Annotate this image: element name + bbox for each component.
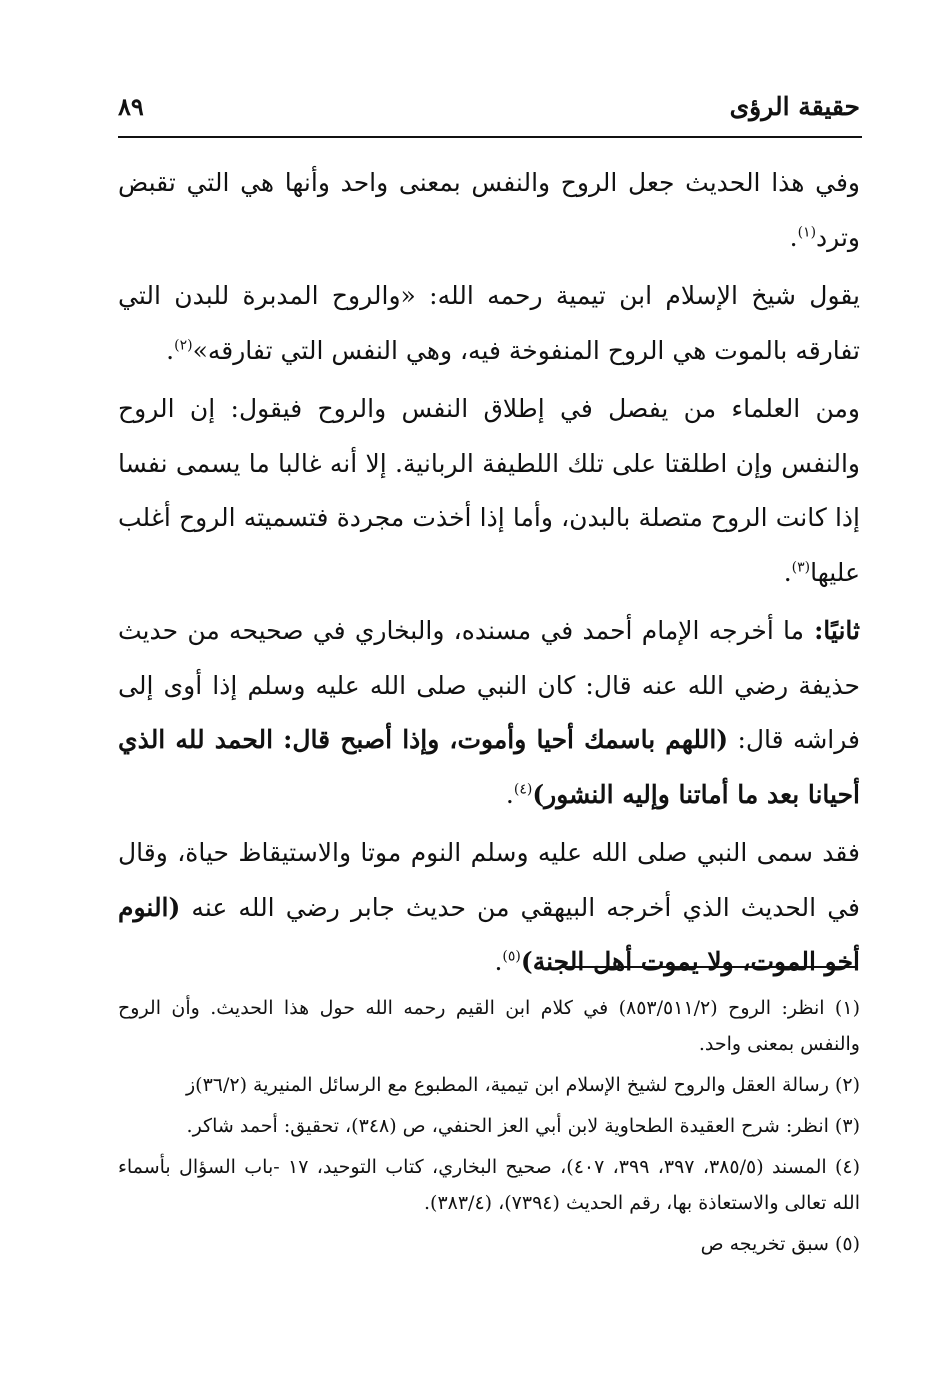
footnote-5: (٥) سبق تخريجه ص (700, 1233, 860, 1255)
footnote-2: (٢) رسالة العقل والروح لشيخ الإسلام ابن تيمية، المطبوع مع الرسائل المنيرية (٣٦/٢)ز (185, 1074, 860, 1096)
main-text (118, 156, 860, 994)
paragraph-1: وفي هذا الحديث جعل الروح والنفس بمعنى واحد وأنها هي التي تقبض وترد$^{(١)}$. (118, 168, 860, 252)
paragraph-3: ومن العلماء من يفصل في إطلاق النفس والروح فيقول: إن الروح والنفس وإن اطلقتا على تلك اللطيفة الربانية. إلا أنه غالبا ما يسمى نفسا إذا كانت الروح متصلة بالبدن، وأما إذا أخذت مجردة فتسميته الروح أغلب عليها$^{(٣)}$. (118, 394, 860, 587)
paragraph-4: ثانيًا: ما أخرجه الإمام أحمد في مسنده، والبخاري في صحيحه من حديث حذيفة رضي الله عنه قال: كان النبي صلى الله عليه وسلم إذا أوى إلى فراشه قال: (اللهم باسمك أحيا وأموت، وإذا أصبح قال: الحمد لله الذي أحيانا بعد ما أماتنا وإليه النشور)$^{(٤)}$. (118, 616, 860, 809)
footnote-3: (٣) انظر: شرح العقيدة الطحاوية لابن أبي العز الحنفي، ص (٣٤٨)، تحقيق: أحمد شاكر. (186, 1115, 860, 1137)
page-number: ٨٩ (118, 92, 144, 121)
footnote-ref-4: (٤) (513, 781, 533, 798)
footnote-ref-2: (٢) (174, 337, 193, 354)
hadith-quote-2: (النوم أخو الموت، ولا يموت أهل الجنة) (118, 892, 860, 976)
footnotes (118, 990, 860, 1267)
footnote-separator (560, 966, 858, 968)
footnote-ref-3: (٣) (791, 559, 811, 576)
header-rule (118, 136, 862, 138)
paragraph-5: فقد سمى النبي صلى الله عليه وسلم النوم موتا والاستيقاظ حياة، وقال في الحديث الذي أخرجه البيهقي من حديث جابر رضي الله عنه (النوم أخو الموت، ولا يموت أهل الجنة)$^{(٥)}$. (118, 838, 860, 976)
running-title: حقيقة الرؤى (729, 92, 860, 121)
hadith-quote: (اللهم باسمك أحيا وأموت، وإذا أصبح قال: الحمد لله الذي أحيانا بعد ما أماتنا وإليه النشور) (118, 725, 860, 809)
page-header (118, 84, 860, 130)
footnote-ref-1: (١) (797, 224, 817, 241)
footnote-ref-5: (٥) (502, 948, 521, 965)
footnote-1: (١) انظر: الروح (٨٥٣/٥١١/٢) في كلام ابن القيم رحمه الله حول هذا الحديث. وأن الروح والنفس بمعنى واحد. (118, 997, 860, 1055)
footnote-4: (٤) المسند (٣٨٥/٥، ٣٩٧، ٣٩٩، ٤٠٧)، صحيح البخاري، كتاب التوحيد، ١٧ -باب السؤال بأسماء الله تعالى والاستعاذة بها، رقم الحديث (٧٣٩٤)، (٣٨٣/٤). (118, 1156, 861, 1214)
paragraph-2: يقول شيخ الإسلام ابن تيمية رحمه الله: «والروح المدبرة للبدن التي تفارقه بالموت هي الروح المنفوخة فيه، وهي النفس التي تفارقه»$^{(٢)}$. (118, 281, 860, 365)
section-label: ثانيًا: (804, 616, 860, 645)
